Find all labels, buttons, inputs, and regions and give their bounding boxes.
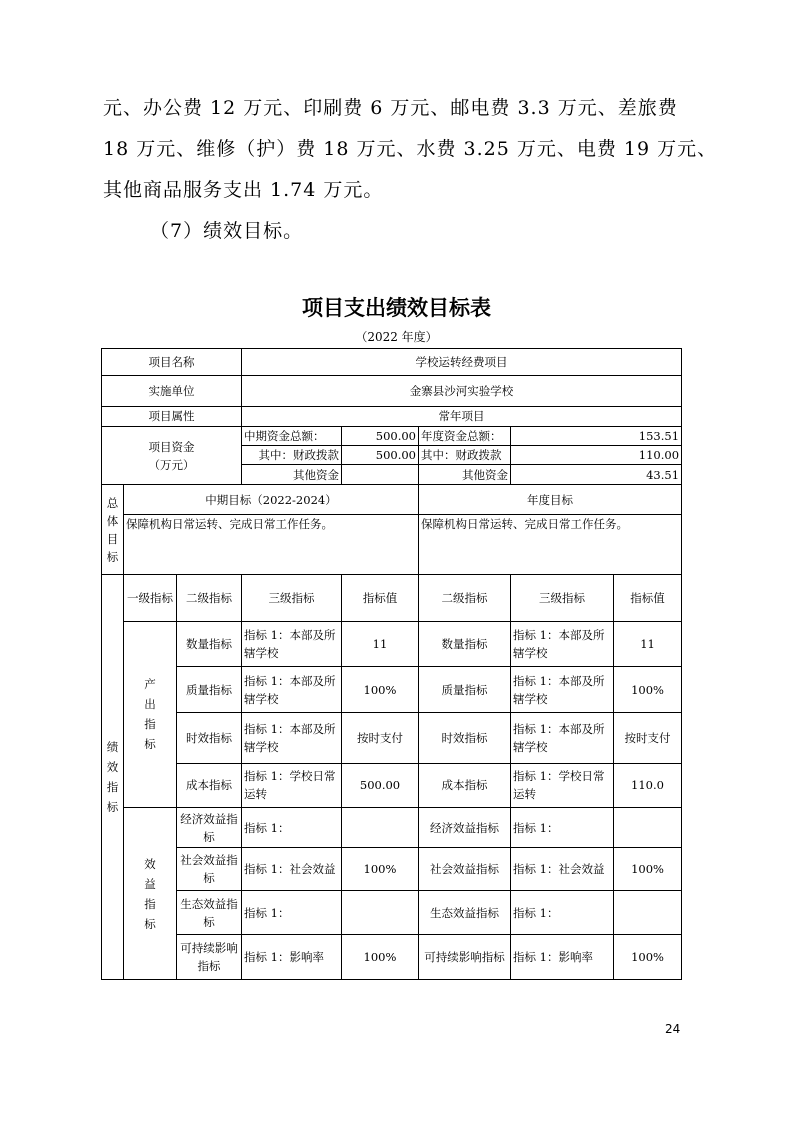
row-l2: 质量指标 <box>177 667 242 713</box>
row-value-year: 100% <box>614 935 682 980</box>
row-l2-year: 时效指标 <box>419 712 511 763</box>
funds-label-cell <box>102 426 242 485</box>
row-l2: 生态效益指标 <box>177 890 242 934</box>
row-l3: 指标 1：本部及所辖学校 <box>242 712 342 763</box>
header-level1: 一级指标 <box>124 575 177 622</box>
row-value: 100% <box>342 935 419 980</box>
header-value: 指标值 <box>342 575 419 622</box>
mid-total-label: 中期资金总额： <box>242 426 342 445</box>
year-fiscal-value: 110.00 <box>511 446 682 465</box>
row-value: 11 <box>342 621 419 667</box>
unit-value: 金寨县沙河实验学校 <box>242 376 682 406</box>
row-l3-year: 指标 1：学校日常运转 <box>511 763 614 807</box>
row-value-year: 11 <box>614 621 682 667</box>
year-total-label: 年度资金总额： <box>419 426 511 445</box>
funds-unit: （万元） <box>148 457 195 472</box>
row-l3: 指标 1：社会效益 <box>242 848 342 890</box>
header-level3: 三级指标 <box>242 575 342 622</box>
page-number: 24 <box>665 1022 681 1036</box>
row-value: 500.00 <box>342 763 419 807</box>
mid-total-value: 500.00 <box>342 426 419 445</box>
row-l2: 成本指标 <box>177 763 242 807</box>
section-heading: （7）绩效目标。 <box>150 220 304 242</box>
row-l3-year: 指标 1：影响率 <box>511 935 614 980</box>
row-l3-year: 指标 1： <box>511 890 614 934</box>
performance-table <box>101 348 681 980</box>
output-indicator-label-text: 产出指标 <box>144 677 156 752</box>
year-goal-header: 年度目标 <box>419 485 682 514</box>
row-l2-year: 成本指标 <box>419 763 511 807</box>
perf-indicator-label-text: 绩效指标 <box>106 740 119 815</box>
table-year: （2022 年度） <box>355 330 438 344</box>
row-value <box>342 890 419 934</box>
row-l3: 指标 1：本部及所辖学校 <box>242 621 342 667</box>
row-l2-year: 可持续影响指标 <box>419 935 511 980</box>
header-level2-year: 二级指标 <box>419 575 511 622</box>
row-value-year: 110.0 <box>614 763 682 807</box>
row-value: 100% <box>342 848 419 890</box>
row-l3: 指标 1：学校日常运转 <box>242 763 342 807</box>
row-l2: 经济效益指标 <box>177 808 242 848</box>
mid-goal-text: 保障机构日常运转、完成日常工作任务。 <box>124 514 419 575</box>
row-l2-year: 质量指标 <box>419 667 511 713</box>
attr-value: 常年项目 <box>242 406 682 426</box>
body-paragraph-line-2: 18 万元、维修（护）费 18 万元、水费 3.25 万元、电费 19 万元、 <box>103 138 718 160</box>
row-value-year: 按时支付 <box>614 712 682 763</box>
year-total-value: 153.51 <box>511 426 682 445</box>
row-l2: 社会效益指标 <box>177 848 242 890</box>
header-level2: 二级指标 <box>177 575 242 622</box>
output-indicator-label <box>124 621 177 807</box>
overall-goal-label-text: 总体目标 <box>106 495 119 564</box>
unit-label: 实施单位 <box>102 376 242 406</box>
mid-fiscal-value: 500.00 <box>342 446 419 465</box>
row-value-year: 100% <box>614 667 682 713</box>
header-value-year: 指标值 <box>614 575 682 622</box>
row-l2: 数量指标 <box>177 621 242 667</box>
year-fiscal-label: 其中：财政拨款 <box>419 446 511 465</box>
row-value-year: 100% <box>614 848 682 890</box>
project-name-label: 项目名称 <box>102 349 242 376</box>
row-value-year <box>614 808 682 848</box>
row-value: 按时支付 <box>342 712 419 763</box>
row-value <box>342 808 419 848</box>
body-paragraph-line-3: 其他商品服务支出 1.74 万元。 <box>103 179 384 201</box>
mid-other-label: 其他资金 <box>242 465 342 485</box>
row-l3-year: 指标 1：本部及所辖学校 <box>511 621 614 667</box>
attr-label: 项目属性 <box>102 406 242 426</box>
row-l3-year: 指标 1：本部及所辖学校 <box>511 712 614 763</box>
funds-label: 项目资金 <box>148 439 195 454</box>
header-level3-year: 三级指标 <box>511 575 614 622</box>
table-title: 项目支出绩效目标表 <box>302 296 491 320</box>
mid-fiscal-label: 其中：财政拨款 <box>242 446 342 465</box>
row-value: 100% <box>342 667 419 713</box>
year-goal-text: 保障机构日常运转、完成日常工作任务。 <box>419 514 682 575</box>
row-l3: 指标 1： <box>242 808 342 848</box>
row-l3-year: 指标 1：本部及所辖学校 <box>511 667 614 713</box>
year-other-value: 43.51 <box>511 465 682 485</box>
row-l2-year: 生态效益指标 <box>419 890 511 934</box>
row-l2-year: 经济效益指标 <box>419 808 511 848</box>
perf-indicator-label <box>102 575 124 980</box>
benefit-indicator-label-text: 效益指标 <box>144 856 156 931</box>
mid-goal-header: 中期目标（2022-2024） <box>124 485 419 514</box>
body-paragraph-line-1: 元、办公费 12 万元、印刷费 6 万元、邮电费 3.3 万元、差旅费 <box>103 97 678 119</box>
row-l3: 指标 1：本部及所辖学校 <box>242 667 342 713</box>
row-value-year <box>614 890 682 934</box>
row-l2-year: 社会效益指标 <box>419 848 511 890</box>
mid-other-value <box>342 465 419 485</box>
benefit-indicator-label <box>124 808 177 980</box>
row-l2: 时效指标 <box>177 712 242 763</box>
row-l2-year: 数量指标 <box>419 621 511 667</box>
row-l3-year: 指标 1： <box>511 808 614 848</box>
row-l2: 可持续影响指标 <box>177 935 242 980</box>
overall-goal-label <box>102 485 124 575</box>
year-other-label: 其他资金 <box>419 465 511 485</box>
row-l3: 指标 1： <box>242 890 342 934</box>
project-name-value: 学校运转经费项目 <box>242 349 682 376</box>
row-l3: 指标 1：影响率 <box>242 935 342 980</box>
row-l3-year: 指标 1：社会效益 <box>511 848 614 890</box>
